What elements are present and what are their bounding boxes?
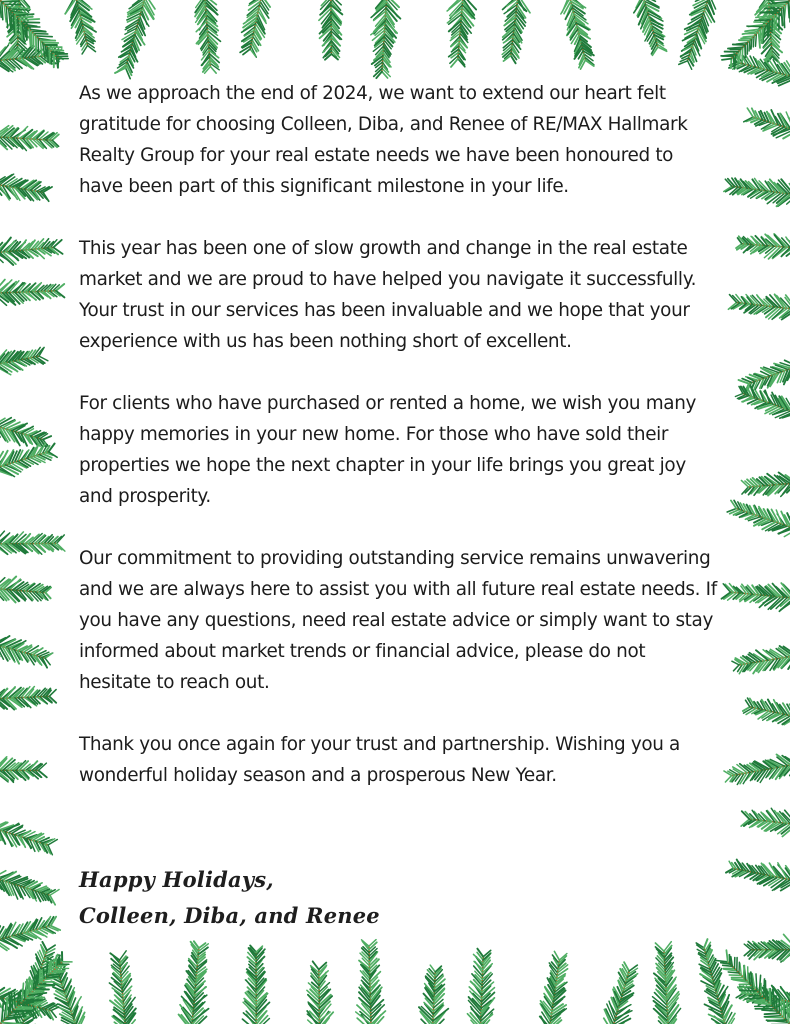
- letter-closing: [79, 862, 380, 934]
- pine-branch: [696, 939, 735, 1024]
- pine-branch: [468, 949, 495, 1024]
- pine-branch: [739, 360, 790, 393]
- pine-branch: [0, 577, 51, 603]
- paragraph-commitment: Our commitment to providing outstanding service remains unwavering and we are always here to assist you with all future real estate needs. If you have any questions, need real estate advice or simply want to stay informed about market trends or financial advice, please do not hesitate to reach out.: [79, 548, 717, 693]
- pine-branch: [419, 965, 448, 1024]
- pine-branch: [0, 917, 60, 951]
- pine-branch: [502, 0, 530, 63]
- pine-branch: [786, 945, 790, 1024]
- pine-branch: [0, 636, 53, 668]
- pine-branch: [0, 988, 59, 1020]
- pine-branch: [755, 0, 782, 63]
- pine-branch: [729, 53, 790, 86]
- pine-branch: [726, 860, 790, 891]
- pine-branch: [0, 952, 72, 1024]
- pine-branch: [115, 0, 155, 79]
- pine-branch: [716, 950, 790, 1024]
- pine-branch: [14, 942, 55, 1024]
- pine-branch: [0, 687, 56, 710]
- pine-branch: [741, 473, 790, 497]
- pine-branch: [0, 126, 59, 151]
- closing-greeting: Happy Holidays,: [79, 867, 274, 892]
- pine-branch: [722, 583, 790, 611]
- pine-branch: [0, 347, 48, 374]
- pine-branch: [319, 0, 342, 60]
- paragraph-thanks: Thank you once again for your trust and partnership. Wishing you a wonderful holiday season and a prosperous New Year.: [79, 734, 680, 786]
- pine-branch: [741, 808, 790, 836]
- pine-branch: [65, 0, 96, 54]
- pine-branch: [724, 178, 790, 206]
- pine-branch: [0, 418, 51, 447]
- pine-branch: [356, 940, 386, 1024]
- pine-branch: [0, 280, 64, 306]
- pine-branch: [0, 45, 63, 72]
- letter-body: [79, 78, 719, 822]
- pine-branch: [0, 822, 57, 855]
- pine-branch: [0, 531, 65, 554]
- closing-signature: Colleen, Diba, and Renee: [79, 903, 380, 928]
- paragraph-wishes: For clients who have purchased or rented a home, we wish you many happy memories in your new home. For those who have sold their properties we hope the next chapter in your life brings you great joy and prosperity.: [79, 393, 697, 507]
- pine-branch: [736, 986, 790, 1013]
- pine-branch: [653, 942, 681, 1024]
- pine-branch: [728, 294, 790, 319]
- pine-branch: [195, 0, 221, 73]
- pine-branch: [736, 234, 790, 259]
- pine-branch: [0, 443, 57, 477]
- pine-branch: [109, 951, 135, 1024]
- pine-branch: [679, 0, 716, 69]
- pine-branch: [0, 238, 63, 265]
- paragraph-year-review: This year has been one of slow growth and change in the real estate market and we are proud to have helped you navigate it successfully. Your trust in our services has been invaluable and we hope that your experience with us has been nothing short of excellent.: [79, 238, 697, 352]
- pine-branch: [0, 871, 59, 905]
- pine-branch: [371, 0, 401, 78]
- pine-branch: [7, 0, 31, 57]
- pine-branch: [540, 951, 568, 1024]
- pine-branch: [604, 962, 638, 1024]
- pine-branch: [243, 946, 270, 1024]
- pine-branch: [743, 698, 790, 725]
- pine-branch: [0, 757, 47, 782]
- pine-branch: [721, 0, 790, 69]
- pine-branch: [240, 0, 270, 57]
- pine-branch: [0, 0, 68, 68]
- pine-branch: [744, 108, 790, 138]
- pine-branch: [727, 500, 790, 536]
- pine-branch: [307, 961, 333, 1024]
- pine-branch: [744, 934, 790, 962]
- pine-branch: [179, 941, 209, 1024]
- pine-branch: [735, 385, 790, 418]
- pine-branch: [0, 174, 52, 201]
- pine-branch: [732, 646, 790, 674]
- pine-branch: [447, 0, 476, 67]
- paragraph-gratitude: As we approach the end of 2024, we want to extend our heart felt gratitude for choosing Colleen, Diba, and Renee of RE/MAX Hallmark Realty Group for your real estate needs we have been honoured to have been part of this significant milestone in your life.: [79, 83, 688, 197]
- pine-branch: [561, 0, 594, 69]
- pine-branch: [46, 955, 85, 1024]
- pine-branch: [724, 755, 790, 785]
- pine-branch: [634, 0, 667, 55]
